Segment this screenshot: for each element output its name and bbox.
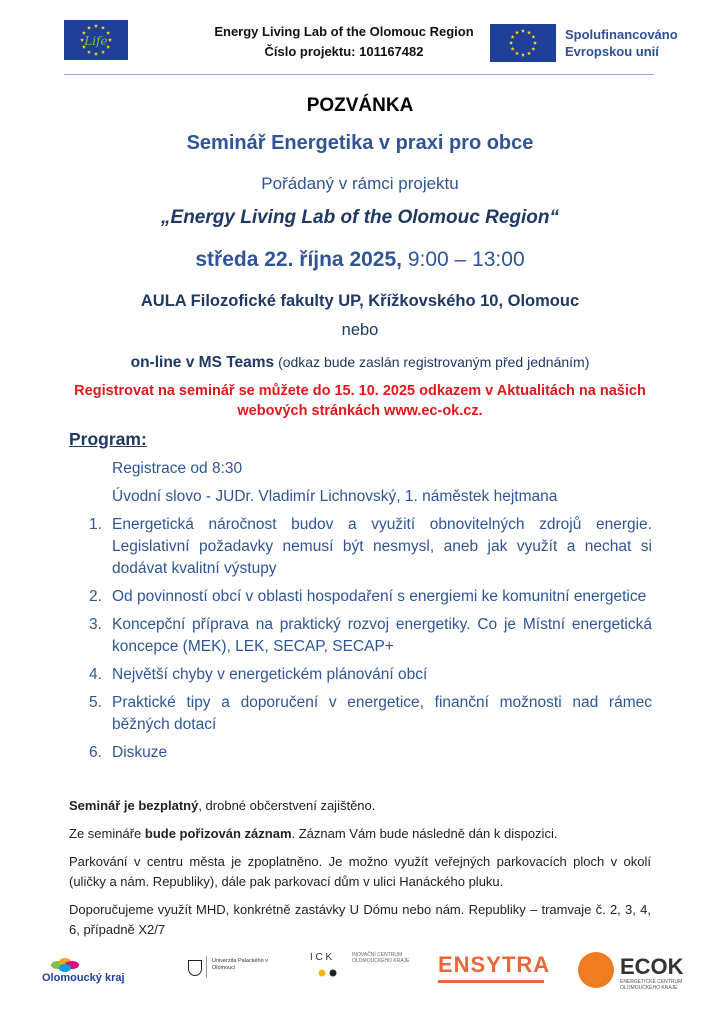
notes-section xyxy=(69,796,651,948)
shield-icon xyxy=(188,960,202,976)
program-item xyxy=(89,742,652,764)
program-item-number: 5. xyxy=(89,694,102,711)
online-label: on-line v MS Teams xyxy=(130,354,275,371)
event-venue: AULA Filozofické fakulty UP, Křížkovského 10, Olomouc xyxy=(140,292,580,310)
star-icon xyxy=(87,26,91,30)
upol-logo xyxy=(188,948,288,996)
ensytra-logo xyxy=(438,948,558,996)
star-icon xyxy=(515,51,519,55)
program-item-text: Praktické tipy a doporučení v energetice, finanční možnosti nad rámec běžných dotací xyxy=(112,694,652,733)
eu-stars-icon xyxy=(490,24,556,62)
star-icon xyxy=(531,47,535,51)
star-icon xyxy=(521,29,525,33)
star-icon xyxy=(509,41,513,45)
registration-time: Registrace od 8:30 xyxy=(112,460,243,477)
cofunded-line1: Spolufinancováno xyxy=(565,27,678,42)
header-divider xyxy=(64,74,654,75)
online-note: (odkaz bude zaslán registrovaným před jednáním) xyxy=(274,354,590,370)
star-icon xyxy=(527,51,531,55)
ick-dots-icon xyxy=(318,966,338,980)
ensytra-text: ENSYTRA xyxy=(438,952,551,977)
note-free-bold: Seminář je bezplatný xyxy=(69,798,199,813)
event-date xyxy=(0,248,720,272)
star-icon xyxy=(511,35,515,39)
note-recording xyxy=(69,824,651,844)
ick-letters: I C K xyxy=(310,952,333,963)
program-item-number: 4. xyxy=(89,666,102,683)
program-heading: Program: xyxy=(69,429,147,449)
star-icon xyxy=(101,26,105,30)
star-icon xyxy=(87,50,91,54)
program-item xyxy=(89,664,652,686)
star-icon xyxy=(515,30,519,34)
star-icon xyxy=(108,38,112,42)
note-rec-pre: Ze semináře xyxy=(69,826,145,841)
organized-by: Pořádaný v rámci projektu xyxy=(261,174,459,193)
program-item-text: Diskuze xyxy=(112,744,168,761)
ick-logo xyxy=(310,948,420,996)
ecok-text: ECOK xyxy=(620,954,684,979)
cofunded-line2: Evropskou unií xyxy=(565,44,659,59)
note-free xyxy=(69,796,651,816)
cofunded-text xyxy=(565,26,678,60)
program-item xyxy=(89,586,652,608)
page-header xyxy=(64,18,696,74)
star-icon xyxy=(94,24,98,28)
star-icon xyxy=(533,41,537,45)
svg-text:Life: Life xyxy=(84,34,108,48)
star-icon xyxy=(94,52,98,56)
project-number: Číslo projektu: 101167482 xyxy=(264,44,424,59)
life-stars-icon xyxy=(64,20,128,60)
program-item xyxy=(89,514,652,580)
ecok-logo xyxy=(578,948,690,996)
note-rec-post: . Záznam Vám bude následně dán k dispozici. xyxy=(291,826,558,841)
invitation-heading: POZVÁNKA xyxy=(306,95,414,116)
upol-text: Univerzita Palackého v Olomouci xyxy=(212,958,268,971)
star-icon xyxy=(511,47,515,51)
program-item-number: 1. xyxy=(89,516,102,533)
program-item xyxy=(89,692,652,736)
opening-speech: Úvodní slovo - JUDr. Vladimír Lichnovský, 1. náměstek hejtmana xyxy=(112,488,558,505)
seminar-title: Seminář Energetika v praxi pro obce xyxy=(186,132,534,154)
olomoucky-kraj-text: Olomoucký kraj xyxy=(42,972,125,984)
ecok-subtext: ENERGETICKÉ CENTRUM OLOMOUCKÉHO KRAJE xyxy=(620,979,683,991)
star-icon xyxy=(101,50,105,54)
program-item xyxy=(89,614,652,658)
registration-notice: Registrovat na seminář se můžete do 15. 10. 2025 odkazem v Aktualitách na našich webových stránkách www.ec-ok.cz. xyxy=(74,383,646,419)
partner-logos xyxy=(40,948,690,996)
star-icon xyxy=(527,30,531,34)
star-icon xyxy=(521,53,525,57)
header-title: Energy Living Lab of the Olomouc Region xyxy=(214,24,474,39)
header-title-block xyxy=(174,22,514,62)
note-free-rest: , drobné občerstvení zajištěno. xyxy=(198,798,376,813)
program-item-text: Největší chyby v energetickém plánování obcí xyxy=(112,666,428,683)
event-time: 9:00 – 13:00 xyxy=(402,248,525,271)
program-item-text: Energetická náročnost budov a využití obnovitelných zdrojů energie. Legislativní požadavky nemusí být nesmysl, aneb jak využít a nechat si dodávat kvalitní výstupy xyxy=(112,516,652,577)
life-eu-logo xyxy=(64,20,128,60)
program-item-text: Od povinností obcí v oblasti hospodaření s energiemi ke komunitní energetice xyxy=(112,588,647,605)
program-item-number: 2. xyxy=(89,588,102,605)
program-item-text: Koncepční příprava na praktický rozvoj energetiky. Co je Místní energetická koncepce (MEK), LEK, SECAP, SECAP+ xyxy=(112,616,652,655)
program-list xyxy=(89,514,652,770)
program-item-number: 3. xyxy=(89,616,102,633)
online-info xyxy=(0,354,720,372)
star-icon xyxy=(531,35,535,39)
event-date-day: středa 22. října 2025, xyxy=(195,248,403,271)
project-name: „Energy Living Lab of the Olomouc Region“ xyxy=(161,207,559,228)
eu-flag-logo xyxy=(490,24,556,62)
ick-text: INOVAČNÍ CENTRUM OLOMOUCKÉHO KRAJE xyxy=(352,952,410,964)
note-rec-bold: bude pořizován záznam xyxy=(144,826,292,841)
upol-divider xyxy=(206,956,207,978)
olomoucky-kraj-logo xyxy=(40,948,150,996)
note-parking: Parkování v centru města je zpoplatněno. Je možno využít veřejných parkovacích ploch v okolí (uličky a nám. Republiky), dále pak parkovací dům v ulici Hanáckého pluku. xyxy=(69,854,651,889)
or-text: nebo xyxy=(341,321,379,339)
ecok-mark-icon xyxy=(578,952,614,988)
ensytra-underline xyxy=(438,980,544,983)
program-item-number: 6. xyxy=(89,744,102,761)
note-transport: Doporučujeme využít MHD, konkrétně zastávky U Dómu nebo nám. Republiky – tramvaje č. 2, 3, 4, 6, případně X2/7 xyxy=(69,902,651,937)
